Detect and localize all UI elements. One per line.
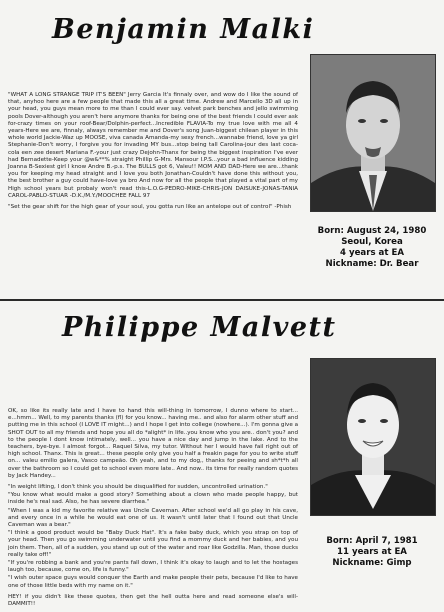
senior-name-heading: Benjamin Malki bbox=[52, 14, 315, 45]
senior-portrait-photo bbox=[310, 54, 436, 212]
quote-line: "You know what would make a good story? Something about a clown who made people happy, but inside he's real sad. Also, he has severe diarrhea." bbox=[8, 492, 298, 506]
will-paragraph: "Set the gear shift for the high gear of your soul, you gotta run like an antelope out of control" -Phish bbox=[8, 204, 292, 211]
birth-date: Born: April 7, 1981 bbox=[326, 536, 418, 546]
senior-will-text bbox=[8, 92, 298, 215]
birth-date: Born: August 24, 1980 bbox=[317, 226, 427, 236]
senior-info-block bbox=[300, 536, 444, 569]
senior-portrait-photo bbox=[310, 358, 436, 516]
years-at-school: 11 years at EA bbox=[337, 547, 407, 557]
quote-line: "I think a good product would be "Baby Duck Hat". It's a fake baby duck, which you strap on top of your head. Then you go swimming underwater until you find a mommy duck and her babies, and you join them. Then, all of a sudden, you stand up out of the water and roar like Godzilla. Man, those ducks really take off!" bbox=[8, 530, 298, 558]
senior-name-heading: Philippe Malvett bbox=[62, 312, 337, 343]
quote-line: "If you're robbing a bank and you're pants fall down, I think it's okay to laugh and to let the hostages laugh too, because, come on, life is funny." bbox=[8, 560, 298, 574]
quote-line: "In weight lifting, I don't think you should be disqualified for sudden, uncontrolled urination." bbox=[8, 484, 268, 491]
senior-entry-benjamin bbox=[0, 0, 444, 300]
senior-will-text bbox=[8, 408, 298, 612]
quote-line: "When I was a kid my favorite relative was Uncle Caveman. After school we'd all go play in his cave, and every once in a while he would eat one of us. It wasn't until later that I found out that Uncle Caveman was a bear." bbox=[8, 507, 298, 529]
portrait-image bbox=[311, 55, 435, 211]
will-paragraph: HEY! if you didn't like these quotes, then get the hell outta here and read someone else's will- DAMMIT!! bbox=[8, 593, 298, 608]
years-at-school: 4 years at EA bbox=[340, 248, 404, 258]
birth-place: Seoul, Korea bbox=[341, 237, 403, 247]
nickname: Nickname: Gimp bbox=[332, 558, 412, 568]
will-paragraph: "WHAT A LONG STRANGE TRIP IT'S BEEN" Jerry Garcia It's finnaly over, and wow do I like the sound of that, anyhoo here are a few people that made this all a great time. Andrew and Marcello 3D all up in your head, you guys mean more to me than I could ever say. velvet park benches and jello swimming pools Dover-although you aren't here anymore thanks for being one of the best friends I could ever ask for-crazy times on your roof-Bear/Dolphin-perfect...Incredible FLAVIA-To my true love with me all 4 years-Here we are, finnaly, always remember me and Dover's song Juan-biggest chilean player in this whole world Jackie-Waz up MOOSE, viva canada Amanda-my sexy french...wannabe friend, love ya girl Stephanie-Don't worry, I forgive you for invading MY bus...stop being tall Carolina-jour des last coca-cola een zee desert Mariana F.-your just crazy Dejohn-Thanx for being the biggest inspiration I've ever had Bernadette-Keep your @w&**% straight Phillip G-Mrs. Mansour I.P.S...your a bad influence kidding Joanna B-Sexiest girl I know Andre B.-p.s. The BULLS got 6, Valeu!! MOM AND DAD-Here we are...thank you for keeping my head straight and I love you both Jonathan-Couldn't have done this without you, the best brother a guy could have-love ya bro And now for all the people that played a vital part of my High school years but probaly won't read this-L.O.G-PEDRO-MIKE-CHRIS-JON DAISUKE-JONAS-TANIA CAROL-PABLO-STUAR -D.K./M.Y./MOOCHEE FALL 97 bbox=[8, 92, 298, 199]
portrait-image bbox=[311, 359, 435, 515]
senior-info-block bbox=[300, 226, 444, 270]
nickname: Nickname: Dr. Bear bbox=[325, 259, 419, 269]
will-paragraph: OK, so like its really late and I have to hand this will-thing in tomorrow, I dunno where to start... e...hmm... Well, to my parents thanks (fl) for you know... having me.. and also for alarm other stuff and putting me in this school (I LOVE IT might...) and I hope I get into college (nowhere...). I'm gonna give a SHOT OUT to all my friends and hope you all do *alight* in life..you know who you are.. don't you? and to the people I dont know intimately, well... you have a nice day and jump in the lake. And to the teachers, bye-bye. I almost forgot... Raquel Silva, my tutor. Without her I would have fail right out of high school. Thanx. This is great... these people only give you half a freakin page for you to write stuff on... valeu emilio galera, Vasco campeão. Oh yeah, and to my dog,, thanks for peeing and sh*t*h all over the bathroom so I could get to school even more late.. And now.. its time for really random quotes by Jack Handey... bbox=[8, 408, 298, 479]
senior-entry-philippe bbox=[0, 300, 444, 608]
quote-line: "I wish outer space guys would conquer the Earth and make people their pets, because I'd like to have one of those little beds with my name on it." bbox=[8, 575, 298, 589]
